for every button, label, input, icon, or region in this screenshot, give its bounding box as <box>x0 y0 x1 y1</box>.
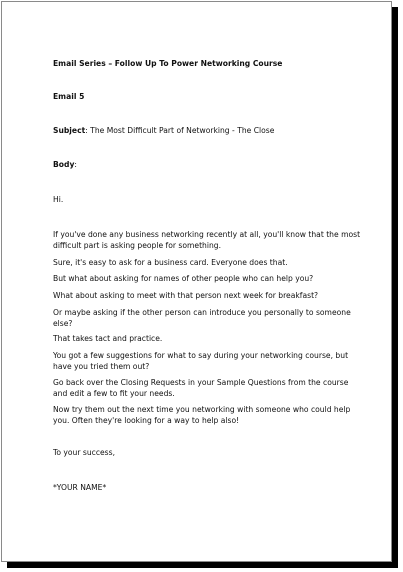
paragraph: But what about asking for names of other people who can help you? <box>53 274 314 283</box>
closing: To your success, <box>53 448 116 457</box>
paragraph: Now try them out the next time you networking with someone who could help you. Often they're looking for a way to help also! <box>53 405 351 425</box>
paragraph: You got a few suggestions for what to say during your networking course, but have you tried them out? <box>53 351 349 371</box>
subject-label: Subject <box>53 126 86 135</box>
paragraph: What about asking to meet with that person next week for breakfast? <box>53 291 319 300</box>
body-heading <box>53 159 363 170</box>
email-number: Email 5 <box>53 92 85 101</box>
subject-line <box>53 125 363 136</box>
paragraph: If you've done any business networking recently at all, you'll know that the most difficult part is asking people for something. <box>53 230 361 250</box>
paragraph: Or maybe asking if the other person can introduce you personally to someone else? <box>53 308 351 328</box>
body-label: Body <box>53 160 75 169</box>
paragraph: That takes tact and practice. <box>53 334 163 343</box>
subject-text: : The Most Difficult Part of Networking - The Close <box>85 126 275 135</box>
body-colon: : <box>74 160 77 169</box>
signature: *YOUR NAME* <box>53 483 107 492</box>
paragraph: Go back over the Closing Requests in your Sample Questions from the course and edit a few to fit your needs. <box>53 378 349 398</box>
paragraph: Sure, it's easy to ask for a business card. Everyone does that. <box>53 258 288 267</box>
series-title: Email Series – Follow Up To Power Networking Course <box>53 59 283 68</box>
document-page <box>1 1 392 562</box>
greeting: Hi. <box>53 195 64 204</box>
